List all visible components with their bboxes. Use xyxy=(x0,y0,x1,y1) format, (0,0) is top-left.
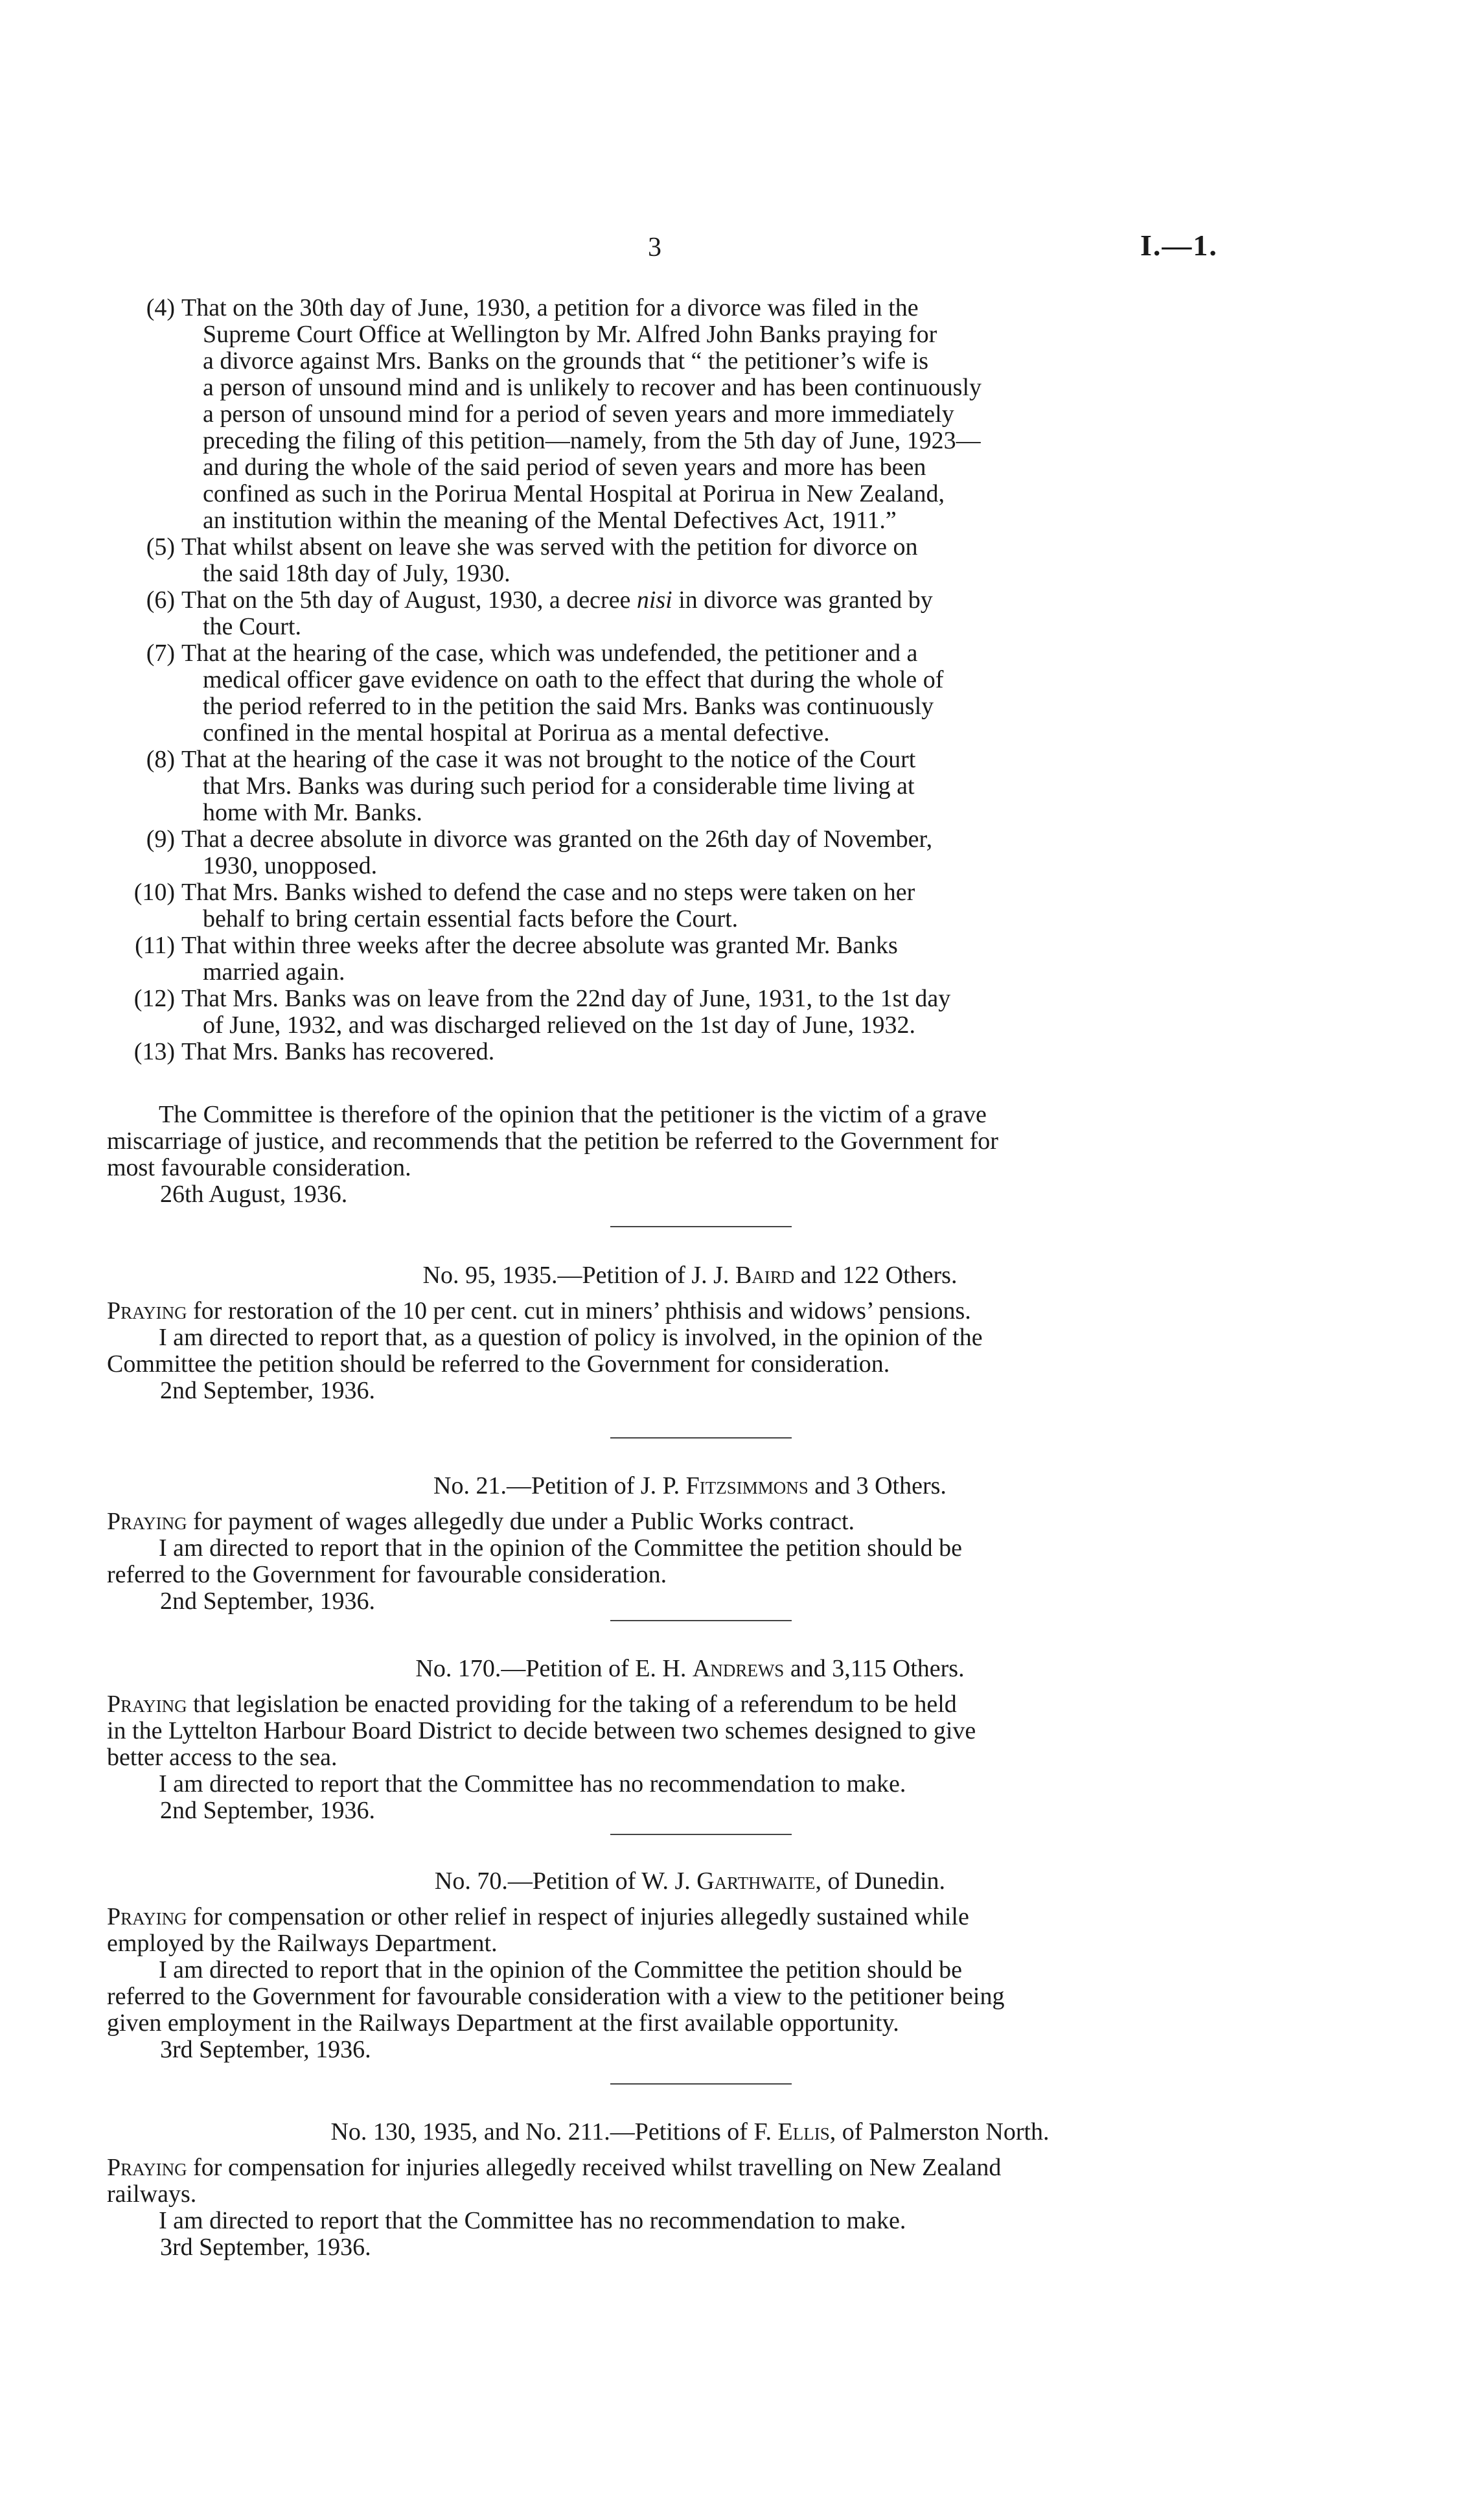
finding-item xyxy=(107,534,1273,587)
finding-text xyxy=(181,534,1273,587)
petition-title-prefix: No. 70.—Petition of W. J. xyxy=(434,1867,697,1895)
finding-line: the said 18th day of July, 1930. xyxy=(203,560,511,587)
praying-word: Praying xyxy=(107,1903,187,1930)
finding-text xyxy=(181,879,1273,932)
petition-title xyxy=(107,2119,1273,2145)
petition-title-suffix: , of Palmerston North. xyxy=(829,2118,1050,2145)
finding-text xyxy=(181,826,1273,879)
praying-text: that legislation be enacted providing for the taking of a referendum to be held xyxy=(187,1691,957,1718)
praying-text: for compensation for injuries allegedly received whilst travelling on New Zealand xyxy=(187,2154,1002,2181)
report-line: referred to the Government for favourable consideration with a view to the petitioner being xyxy=(107,1983,1005,2010)
finding-line: That at the hearing of the case, which was undefended, the petitioner and a xyxy=(181,640,918,667)
petition-date: 2nd September, 1936. xyxy=(160,1377,375,1404)
committee-conclusion xyxy=(107,1102,1273,1208)
praying-text: better access to the sea. xyxy=(107,1744,338,1771)
praying-text: employed by the Railways Department. xyxy=(107,1930,498,1957)
finding-line: 1930, unopposed. xyxy=(203,852,378,879)
praying-word: Praying xyxy=(107,2154,187,2181)
petition-title-prefix: No. 130, 1935, and No. 211.—Petitions of F. xyxy=(330,2118,778,2145)
report-line: referred to the Government for favourable consideration. xyxy=(107,1561,667,1588)
finding-line: home with Mr. Banks. xyxy=(203,799,422,826)
report-line: given employment in the Railways Department at the first available opportunity. xyxy=(107,2009,899,2037)
section-divider xyxy=(610,1437,792,1439)
numbered-findings-list xyxy=(107,295,1273,1065)
finding-number: (9) xyxy=(146,826,175,853)
petition-date: 3rd September, 1936. xyxy=(160,2036,371,2063)
finding-text xyxy=(181,986,1273,1039)
petition-body xyxy=(107,2155,1273,2261)
finding-line: That within three weeks after the decree absolute was granted Mr. Banks xyxy=(181,932,898,959)
finding-line: confined in the mental hospital at Porirua as a mental defective. xyxy=(203,719,830,746)
finding-line: behalf to bring certain essential facts before the Court. xyxy=(203,905,739,932)
finding-line: a person of unsound mind for a period of seven years and more immediately xyxy=(203,400,954,428)
petition-body xyxy=(107,1904,1273,2063)
report-line: I am directed to report that the Committee has no recommendation to make. xyxy=(159,1770,906,1798)
finding-text xyxy=(181,746,1273,826)
finding-text xyxy=(181,640,1273,746)
praying-line xyxy=(107,1904,1273,1930)
finding-item xyxy=(107,587,1273,640)
finding-item xyxy=(107,1039,1273,1065)
praying-line xyxy=(107,1744,1273,1771)
praying-word: Praying xyxy=(107,1691,187,1718)
praying-line xyxy=(107,1718,1273,1744)
finding-number: (11) xyxy=(135,932,175,959)
finding-text xyxy=(181,932,1273,986)
praying-line xyxy=(107,1930,1273,1957)
finding-line: That at the hearing of the case it was not brought to the notice of the Court xyxy=(181,746,916,773)
finding-line: and during the whole of the said period of seven years and more has been xyxy=(203,454,926,481)
petition-title xyxy=(107,1262,1273,1289)
finding-item xyxy=(107,746,1273,826)
report-line: I am directed to report that, as a question of policy is involved, in the opinion of the xyxy=(159,1324,983,1351)
finding-line: a divorce against Mrs. Banks on the grounds that “ the petitioner’s wife is xyxy=(203,347,929,375)
praying-text: in the Lyttelton Harbour Board District to decide between two schemes designed to give xyxy=(107,1717,976,1744)
conclusion-date: 26th August, 1936. xyxy=(160,1181,348,1208)
finding-line: That Mrs. Banks was on leave from the 22nd day of June, 1931, to the 1st day xyxy=(181,985,951,1012)
praying-word: Praying xyxy=(107,1508,187,1535)
finding-number: (12) xyxy=(133,985,175,1012)
finding-item xyxy=(107,826,1273,879)
praying-word: Praying xyxy=(107,1297,187,1324)
petition-body xyxy=(107,1298,1273,1404)
finding-line: of June, 1932, and was discharged relieved on the 1st day of June, 1932. xyxy=(203,1011,915,1039)
finding-line: the period referred to in the petition the said Mrs. Banks was continuously xyxy=(203,693,934,720)
petition-title-suffix: and 122 Others. xyxy=(794,1262,958,1289)
finding-line: a person of unsound mind and is unlikely to recover and has been continuously xyxy=(203,374,982,401)
petition-title-suffix: , of Dunedin. xyxy=(815,1867,946,1895)
page-number: 3 xyxy=(648,233,661,262)
finding-line: That on the 5th day of August, 1930, a decree nisi in divorce was granted by xyxy=(181,586,933,614)
finding-line: an institution within the meaning of the Mental Defectives Act, 1911.” xyxy=(203,507,897,534)
petition-title xyxy=(107,1656,1273,1682)
finding-item xyxy=(107,932,1273,986)
petition-body xyxy=(107,1691,1273,1824)
finding-item xyxy=(107,986,1273,1039)
praying-text: for restoration of the 10 per cent. cut in miners’ phthisis and widows’ pensions. xyxy=(187,1297,971,1324)
finding-text xyxy=(181,295,1273,534)
conclusion-line: most favourable consideration. xyxy=(107,1154,411,1181)
finding-text xyxy=(181,587,1273,640)
petition-title-suffix: and 3 Others. xyxy=(808,1472,947,1499)
finding-number: (13) xyxy=(133,1038,175,1065)
petitioner-name: Garthwaite xyxy=(696,1867,816,1895)
document-reference: I.—1. xyxy=(1140,229,1218,262)
petition-title-prefix: No. 170.—Petition of E. H. xyxy=(415,1655,693,1682)
petition-date: 2nd September, 1936. xyxy=(160,1797,375,1824)
praying-text: for compensation or other relief in respect of injuries allegedly sustained while xyxy=(187,1903,969,1930)
report-line: Committee the petition should be referred to the Government for consideration. xyxy=(107,1350,890,1378)
finding-number: (5) xyxy=(146,533,175,561)
petition-date: 3rd September, 1936. xyxy=(160,2234,371,2261)
praying-line xyxy=(107,1691,1273,1718)
finding-line: That Mrs. Banks wished to defend the case and no steps were taken on her xyxy=(181,879,915,906)
finding-item xyxy=(107,295,1273,534)
finding-line: married again. xyxy=(203,958,345,986)
finding-line: that Mrs. Banks was during such period for a considerable time living at xyxy=(203,772,915,800)
finding-line: confined as such in the Porirua Mental Hospital at Porirua in New Zealand, xyxy=(203,480,945,507)
praying-text: railways. xyxy=(107,2180,197,2208)
praying-line xyxy=(107,2181,1273,2208)
finding-number: (7) xyxy=(146,640,175,667)
petitioner-name: Andrews xyxy=(692,1655,785,1682)
finding-line: That Mrs. Banks has recovered. xyxy=(181,1038,495,1065)
report-line: I am directed to report that in the opinion of the Committee the petition should be xyxy=(159,1956,962,1983)
finding-item xyxy=(107,879,1273,932)
petitioner-name: Fitzsimmons xyxy=(685,1472,809,1499)
petition-title-prefix: No. 95, 1935.—Petition of J. J. xyxy=(422,1262,735,1289)
petition-title xyxy=(107,1868,1273,1895)
section-divider xyxy=(610,2083,792,2085)
petitioner-name: Baird xyxy=(735,1262,795,1289)
finding-line: preceding the filing of this petition—namely, from the 5th day of June, 1923— xyxy=(203,427,981,454)
praying-line xyxy=(107,1298,1273,1324)
finding-item xyxy=(107,640,1273,746)
section-divider xyxy=(610,1226,792,1227)
finding-line: That a decree absolute in divorce was granted on the 26th day of November, xyxy=(181,826,933,853)
finding-number: (6) xyxy=(146,586,175,614)
conclusion-line: miscarriage of justice, and recommends that the petition be referred to the Government for xyxy=(107,1127,998,1155)
conclusion-line: The Committee is therefore of the opinion that the petitioner is the victim of a grave xyxy=(159,1101,987,1128)
report-line: I am directed to report that the Committee has no recommendation to make. xyxy=(159,2207,906,2234)
finding-line: That whilst absent on leave she was served with the petition for divorce on xyxy=(181,533,918,561)
finding-line: Supreme Court Office at Wellington by Mr. Alfred John Banks praying for xyxy=(203,321,937,348)
finding-line: That on the 30th day of June, 1930, a petition for a divorce was filed in the xyxy=(181,294,919,321)
finding-number: (8) xyxy=(146,746,175,773)
report-line: I am directed to report that in the opinion of the Committee the petition should be xyxy=(159,1534,962,1562)
petition-title xyxy=(107,1473,1273,1499)
praying-text: for payment of wages allegedly due under a Public Works contract. xyxy=(187,1508,855,1535)
finding-number: (4) xyxy=(146,294,175,321)
praying-line xyxy=(107,1509,1273,1535)
praying-line xyxy=(107,2155,1273,2181)
petition-body xyxy=(107,1509,1273,1615)
petition-date: 2nd September, 1936. xyxy=(160,1588,375,1615)
finding-line: medical officer gave evidence on oath to the effect that during the whole of xyxy=(203,666,944,693)
finding-text xyxy=(181,1039,1273,1065)
section-divider xyxy=(610,1834,792,1835)
finding-number: (10) xyxy=(133,879,175,906)
petitioner-name: Ellis xyxy=(777,2118,830,2145)
petition-title-prefix: No. 21.—Petition of J. P. xyxy=(433,1472,686,1499)
section-divider xyxy=(610,1620,792,1621)
petition-title-suffix: and 3,115 Others. xyxy=(784,1655,965,1682)
finding-line: the Court. xyxy=(203,613,301,640)
